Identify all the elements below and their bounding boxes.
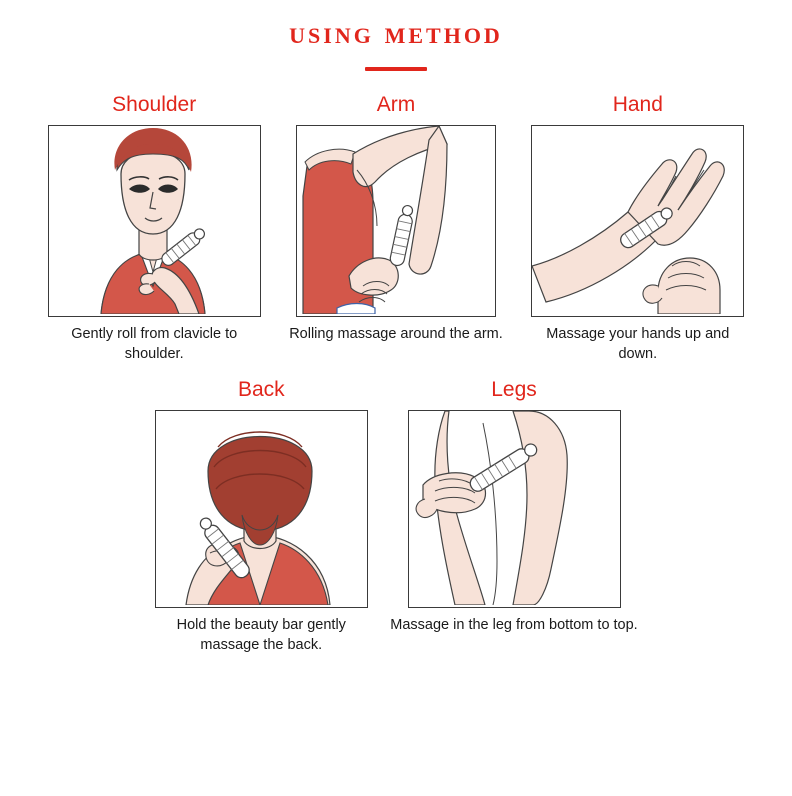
page-header: [0, 0, 792, 71]
back-illustration: [156, 411, 365, 605]
method-caption-shoulder: Gently roll from clavicle to shoulder.: [71, 326, 238, 362]
illustration-frame-shoulder: [48, 125, 261, 317]
method-card-arm: [289, 93, 503, 345]
method-label-hand: Hand: [612, 93, 663, 117]
hand-illustration: [532, 126, 741, 314]
method-caption-hand: Massage your hands up and down.: [546, 326, 730, 362]
illustration-frame-hand: [531, 125, 744, 317]
method-card-hand: [531, 93, 745, 364]
shoulder-illustration: [49, 126, 258, 314]
method-card-back: [154, 378, 368, 655]
method-row-bottom: [0, 378, 792, 655]
method-label-shoulder: Shoulder: [112, 93, 197, 117]
method-caption-legs: Massage in the leg from bottom to top.: [390, 617, 638, 634]
page-title: using method: [289, 15, 503, 50]
method-label-arm: Arm: [376, 93, 416, 117]
method-caption-arm: Rolling massage around the arm.: [289, 326, 503, 343]
method-label-legs: Legs: [491, 378, 537, 402]
method-caption-back: Hold the beauty bar gently massage the back.: [176, 617, 346, 653]
method-row-top: [0, 93, 792, 364]
method-card-shoulder: [47, 93, 261, 364]
illustration-frame-arm: [296, 125, 496, 317]
legs-illustration: [409, 411, 618, 605]
illustration-frame-back: [155, 410, 368, 608]
illustration-frame-legs: [408, 410, 621, 608]
arm-illustration: [297, 126, 493, 314]
title-underline-divider: [365, 67, 427, 71]
method-label-back: Back: [237, 378, 285, 402]
method-card-legs: [390, 378, 637, 636]
